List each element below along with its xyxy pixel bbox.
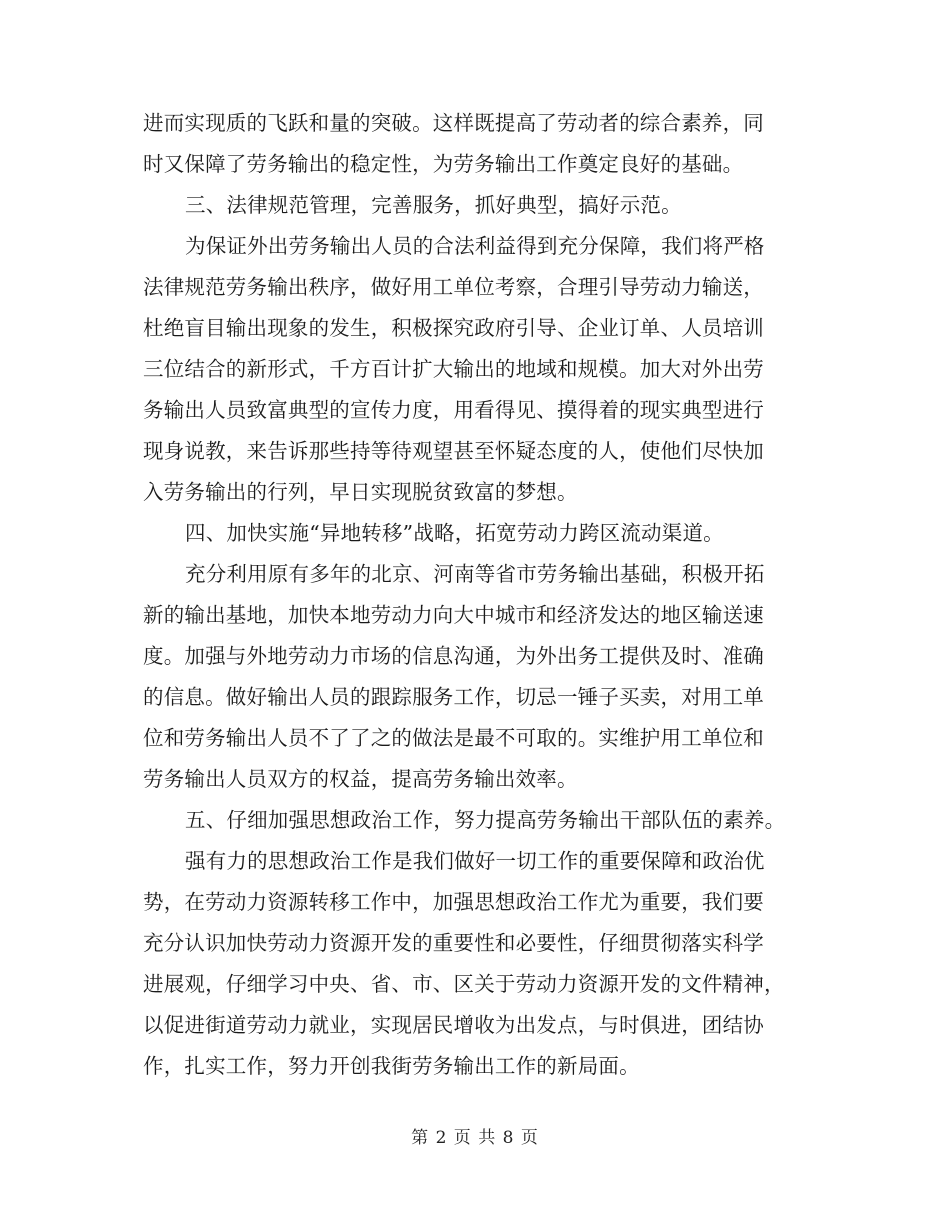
text-line: 务输出人员致富典型的宣传力度，用看得见、摸得着的现实典型进行 — [143, 398, 764, 422]
text-line: 时又保障了劳务输出的稳定性，为劳务输出工作奠定良好的基础。 — [143, 152, 744, 176]
text-line: 的信息。做好输出人员的跟踪服务工作，切忌一锤子买卖，对用工单 — [143, 685, 764, 709]
text-line: 充分利用原有多年的北京、河南等省市劳务输出基础，积极开拓 — [185, 562, 765, 586]
section-heading: 四、加快实施“异地转移”战略，拓宽劳动力跨区流动渠道。 — [185, 521, 724, 545]
document-body — [143, 103, 808, 1087]
text-line: 作，扎实工作，努力开创我街劳务输出工作的新局面。 — [143, 1054, 640, 1078]
text-line: 强有力的思想政治工作是我们做好一切工作的重要保障和政治优 — [185, 849, 765, 873]
text-line: 为保证外出劳务输出人员的合法利益得到充分保障，我们将严格 — [185, 234, 765, 258]
text-line: 以促进街道劳动力就业，实现居民增收为出发点，与时俱进，团结协 — [143, 1013, 764, 1037]
text-line: 三位结合的新形式，千方百计扩大输出的地域和规模。加大对外出劳 — [143, 357, 764, 381]
text-line: 杜绝盲目输出现象的发生，积极探究政府引导、企业订单、人员培训 — [143, 316, 764, 340]
section-heading: 五、仔细加强思想政治工作，努力提高劳务输出干部队伍的素养。 — [185, 808, 786, 832]
section-heading: 三、法律规范管理，完善服务，抓好典型，搞好示范。 — [185, 193, 682, 217]
text-line: 劳务输出人员双方的权益，提高劳务输出效率。 — [143, 767, 578, 791]
text-line: 势，在劳动力资源转移工作中，加强思想政治工作尤为重要，我们要 — [143, 890, 764, 914]
text-line: 充分认识加快劳动力资源开发的重要性和必要性，仔细贯彻落实科学 — [143, 931, 764, 955]
text-line: 度。加强与外地劳动力市场的信息沟通，为外出务工提供及时、准确 — [143, 644, 764, 668]
text-line: 进展观，仔细学习中央、省、市、区关于劳动力资源开发的文件精神， — [143, 972, 785, 996]
text-line: 新的输出基地，加快本地劳动力向大中城市和经济发达的地区输送速 — [143, 603, 764, 627]
text-line: 现身说教，来告诉那些持等待观望甚至怀疑态度的人，使他们尽快加 — [143, 439, 764, 463]
text-line: 法律规范劳务输出秩序，做好用工单位考察，合理引导劳动力输送， — [143, 275, 764, 299]
text-line: 入劳务输出的行列，早日实现脱贫致富的梦想。 — [143, 480, 578, 504]
text-line: 进而实现质的飞跃和量的突破。这样既提高了劳动者的综合素养，同 — [143, 111, 764, 135]
page-number-footer: 第 2 页 共 8 页 — [411, 1128, 539, 1148]
text-line: 位和劳务输出人员不了了之的做法是最不可取的。实维护用工单位和 — [143, 726, 764, 750]
